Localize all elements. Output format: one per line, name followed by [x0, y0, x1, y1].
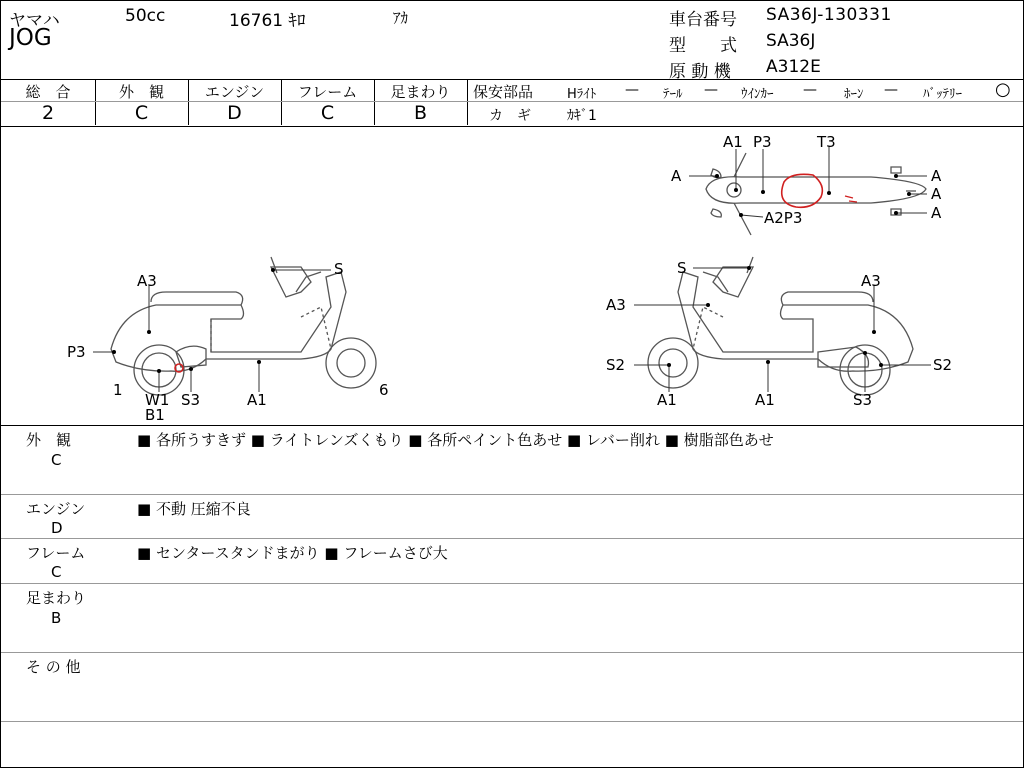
note-items-exterior: ■ 各所うすきず ■ ライトレンズくもり ■ 各所ペイント色あせ ■ レバー削れ ■ 樹脂部色あせ	[137, 431, 774, 449]
right-label-s: S	[677, 259, 687, 277]
top-label-a-right3: A	[931, 204, 942, 222]
note-items-frame: ■ センタースタンドまがり ■ フレームさび大	[137, 544, 448, 562]
color: ｱｶ	[393, 9, 409, 27]
grade-value-engine: D	[227, 102, 242, 124]
safety-mark-tail: —	[704, 82, 718, 98]
left-label-1: 1	[113, 381, 123, 399]
type-label: 型 式	[669, 36, 737, 56]
right-label-s3: S3	[853, 391, 873, 409]
right-label-a3-left: A3	[606, 296, 626, 314]
header-divider	[1, 79, 1023, 80]
note-category-frame: フレーム	[26, 544, 86, 562]
top-label-t3: T3	[817, 133, 836, 151]
top-label-a-left: A	[671, 167, 682, 185]
right-label-a3-right: A3	[861, 272, 881, 290]
diagram-divider	[1, 425, 1023, 426]
note-grade-exterior: C	[51, 451, 62, 469]
safety-mark-battery: ○	[995, 79, 1011, 100]
vehicle-diagram	[1, 127, 1023, 425]
note-category-engine: エンジン	[26, 500, 86, 518]
left-label-a1: A1	[247, 391, 267, 409]
right-label-a1-mid: A1	[755, 391, 775, 409]
left-label-s3: S3	[181, 391, 201, 409]
top-label-a2p3: A2P3	[764, 209, 803, 227]
right-label-a1-front: A1	[657, 391, 677, 409]
top-view-scooter	[706, 153, 926, 235]
grade-label-exterior: 外 観	[118, 83, 164, 101]
grade-value-overall: 2	[41, 102, 55, 124]
safety-item-headlight: Hﾗｲﾄ	[567, 87, 597, 102]
left-label-p3: P3	[67, 343, 86, 361]
maker: ヤマハ	[9, 11, 60, 31]
note-grade-frame: C	[51, 563, 62, 581]
engine-label: 原 動 機	[669, 62, 731, 82]
note-category-exterior: 外 観	[26, 431, 72, 449]
safety-mark-headlight: —	[625, 82, 639, 98]
safety-mark-winker: —	[803, 82, 817, 98]
grade-label-overall: 総 合	[25, 83, 71, 101]
safety-item-tail: ﾃｰﾙ	[663, 87, 683, 102]
displacement: 50cc	[125, 6, 166, 26]
key-value: ｶｷﾞ1	[567, 108, 597, 124]
left-label-a3: A3	[137, 272, 157, 290]
key-label: カ ギ	[489, 108, 531, 124]
chassis-value: SA36J-130331	[766, 5, 892, 25]
safety-item-horn: ﾎｰﾝ	[844, 87, 864, 102]
note-grade-suspension: B	[51, 609, 62, 627]
top-label-a-right1: A	[931, 167, 942, 185]
top-label-a-right2: A	[931, 185, 942, 203]
right-label-s2-left: S2	[606, 356, 626, 374]
left-label-6: 6	[379, 381, 389, 399]
note-category-suspension: 足まわり	[26, 589, 87, 607]
left-label-w1: W1	[145, 391, 170, 409]
grade-label-suspension: 足まわり	[390, 83, 451, 101]
engine-value: A312E	[766, 57, 821, 77]
safety-item-winker: ｳｲﾝｶｰ	[741, 87, 774, 102]
note-category-other: そ の 他	[26, 658, 81, 676]
top-label-a1: A1	[723, 133, 743, 151]
left-label-b1: B1	[145, 406, 165, 424]
chassis-label: 車台番号	[669, 10, 737, 30]
grade-label-engine: エンジン	[204, 83, 265, 101]
note-grade-engine: D	[51, 519, 63, 537]
grade-value-exterior: C	[134, 102, 149, 124]
type-value: SA36J	[766, 31, 816, 51]
model-name: JOG	[9, 25, 52, 51]
note-items-engine: ■ 不動 圧縮不良	[137, 500, 251, 518]
grade-label-frame: フレーム	[297, 83, 358, 101]
safety-item-battery: ﾊﾞｯﾃﾘｰ	[923, 87, 962, 102]
grade-value-frame: C	[320, 102, 335, 124]
safety-mark-horn: —	[884, 82, 898, 98]
left-label-s: S	[334, 260, 344, 278]
mileage: 16761 ｷﾛ	[229, 11, 306, 31]
safety-label: 保安部品	[473, 83, 534, 101]
grade-value-suspension: B	[413, 102, 428, 124]
right-label-s2-right: S2	[933, 356, 953, 374]
top-label-p3: P3	[753, 133, 772, 151]
